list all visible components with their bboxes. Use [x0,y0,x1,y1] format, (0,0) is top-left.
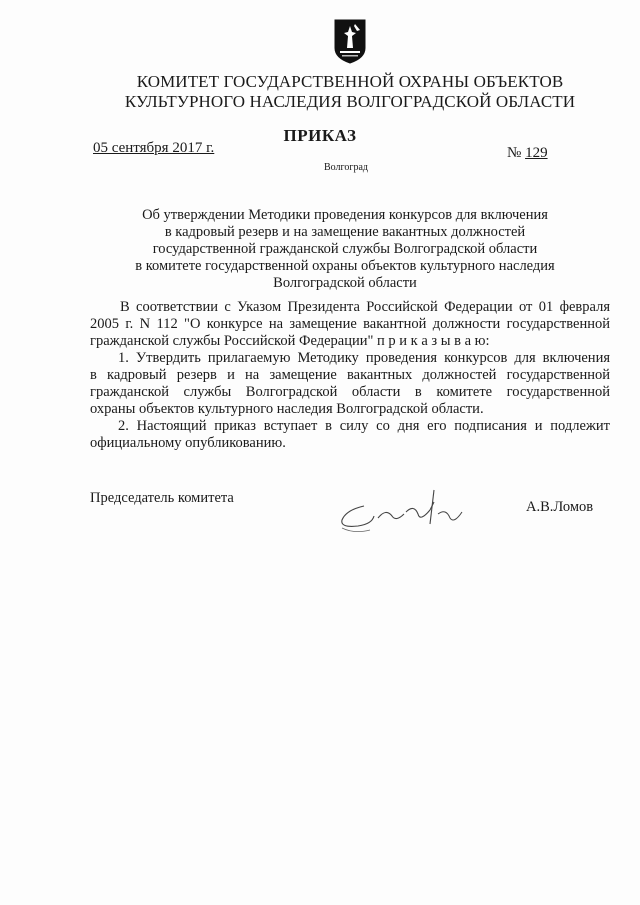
order-title: ПРИКАЗ [283,126,357,145]
body-line: официальному опубликованию. [90,435,286,451]
order-body [90,299,610,452]
body-line: 2. Настоящий приказ вступает в силу со дня его подписания и подлежит [118,418,610,434]
committee-name-line-1: КОМИТЕТ ГОСУДАРСТВЕННОЙ ОХРАНЫ ОБЪЕКТОВ [136,72,564,91]
order-number-prefix: № [507,145,522,161]
committee-name-line-2: КУЛЬТУРНОГО НАСЛЕДИЯ ВОЛГОГРАДСКОЙ ОБЛАСТИ [124,92,576,111]
body-line: В соответствии с Указом Президента Российской Федерации от 01 февраля [120,299,610,315]
body-line: гражданской службы Российской Федерации" п р и к а з ы в а ю: [90,333,490,349]
order-city: Волгоград [324,162,369,173]
signatory-position: Председатель комитета [90,490,234,506]
body-line: 1. Утвердить прилагаемую Методику проведения конкурсов для включения [118,350,610,366]
body-line: 2005 г. N 112 "О конкурсе на замещение вакантной должности государственной [90,316,610,332]
committee-header [120,72,580,112]
order-subject [120,207,570,292]
subject-line: Об утверждении Методики проведения конкурсов для включения [142,207,548,223]
subject-line: в комитете государственной охраны объектов культурного наследия [135,258,555,274]
order-number [507,145,548,162]
body-line: в кадровый резерв и на замещение вакантных должностей государственной [90,367,610,383]
subject-line: государственной гражданской службы Волгоградской области [152,241,538,257]
subject-line: в кадровый резерв и на замещение вакантных должностей [164,224,526,240]
order-date: 05 сентября 2017 г. [93,140,215,156]
signatory-name: А.В.Ломов [526,499,594,515]
body-line: гражданской службы Волгоградской области в комитете государственной [90,384,610,400]
handwritten-signature [334,480,474,540]
subject-line: Волгоградской области [273,275,417,291]
body-line: охраны объектов культурного наследия Волгоградской области. [90,401,484,417]
order-number-value: 129 [525,145,548,161]
volgograd-emblem-icon [333,18,367,64]
